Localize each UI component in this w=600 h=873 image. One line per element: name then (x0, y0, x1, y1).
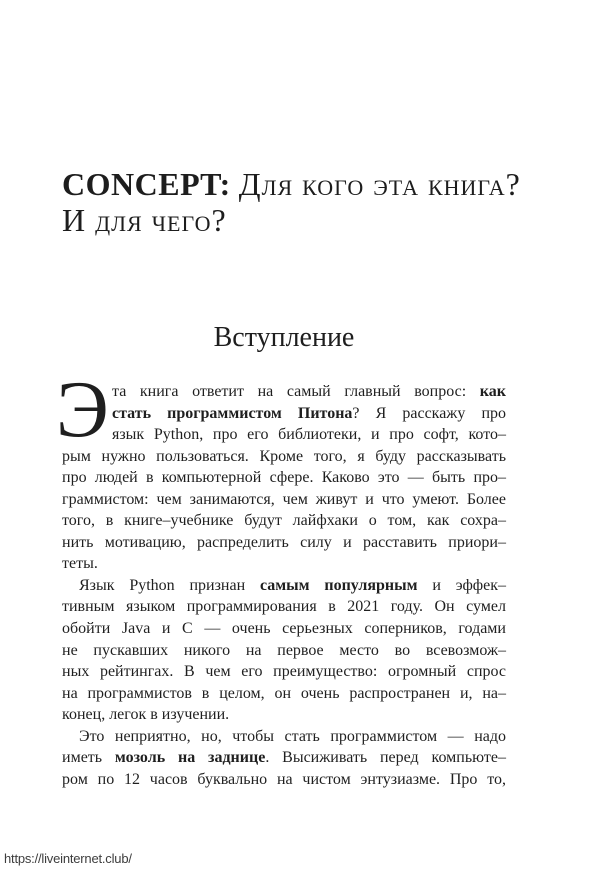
text-line: нить мотивацию, распределить силу и расставить приори– (62, 533, 506, 551)
text-line: Язык Python признан самым популярным и эффек– (79, 576, 506, 594)
text-line: ных рейтингах. В чем его преимущество: огромный спрос (62, 663, 506, 681)
footer-url: https://liveinternet.club/ (4, 851, 132, 866)
paragraph (62, 575, 506, 726)
text-line: иметь мозоль на заднице. Высиживать перед компьюте– (62, 749, 506, 767)
text-line: Это неприятно, но, чтобы стать программистом — надо (79, 727, 506, 745)
text-line: того, в книге–учебнике будут лайфхаки о том, как сохра– (62, 512, 506, 530)
chapter-title-question: Для кого эта книга? (238, 166, 521, 202)
drop-cap: Э (56, 366, 109, 454)
text-line: не пускавших никого на первое место во всевозмож– (62, 641, 506, 659)
paragraph (56, 366, 507, 575)
paragraph (62, 726, 506, 791)
text-line: теты. (62, 555, 98, 573)
text-line: конец, легок в изучении. (62, 706, 230, 724)
body-text (56, 366, 507, 790)
chapter-title-concept: CONCEPT: (62, 166, 231, 202)
text-line: обойти Java и C — очень серьезных соперников, годами (62, 620, 506, 638)
chapter-subtitle: И для чего? (62, 202, 227, 238)
text-line: на программистов в целом, он очень распространен и, на– (62, 684, 506, 702)
text-line: тивным языком программирования в 2021 году. Он сумел (62, 598, 506, 616)
text-line: язык Python, про его библиотеки, и про софт, кото– (112, 426, 506, 444)
text-line: та книга ответит на самый главный вопрос: как (112, 383, 506, 400)
text-line: ром по 12 часов буквально на чистом энтузиазме. Про то, (62, 770, 506, 788)
text-line: стать программистом Питона? Я расскажу про (112, 404, 507, 422)
chapter-title (62, 166, 532, 202)
text-line: граммистом: чем занимаются, чем живут и что умеют. Более (62, 490, 506, 508)
text-line: про людей в компьютерной сфере. Каково это — быть про– (62, 469, 506, 487)
text-line: рым нужно пользоваться. Кроме того, я буду рассказывать (62, 447, 506, 465)
section-heading: Вступление (213, 322, 355, 353)
